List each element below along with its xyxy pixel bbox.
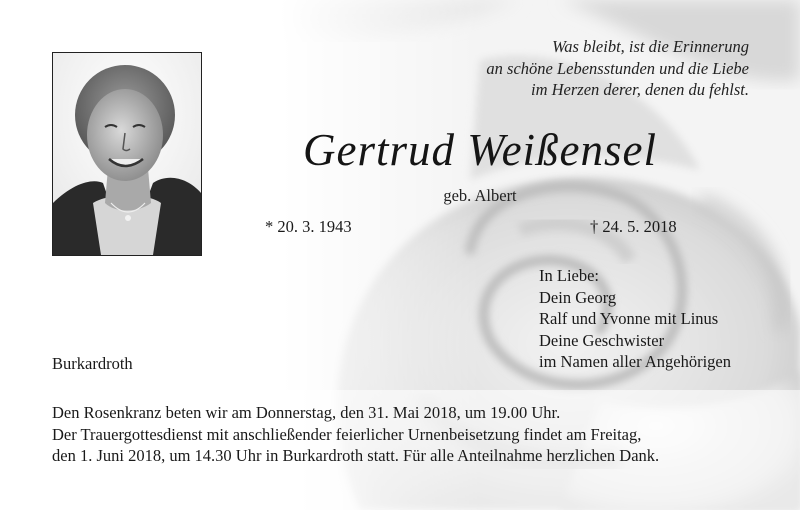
service-line: Der Trauergottesdienst mit anschließender feierlicher Urnenbeisetzung findet am Freitag, — [52, 424, 642, 444]
mourners-list — [539, 265, 731, 373]
memorial-quote — [389, 36, 749, 101]
mourners-line: Deine Geschwister — [539, 330, 665, 350]
service-information — [52, 402, 659, 467]
quote-line: im Herzen derer, denen du fehlst. — [531, 80, 749, 99]
death-date: † 24. 5. 2018 — [590, 217, 677, 236]
mourners-line: In Liebe: — [539, 266, 600, 285]
mourners-line: im Namen aller Angehörigen — [539, 352, 731, 371]
maiden-name: geb. Albert — [443, 186, 517, 205]
quote-line: Was bleibt, ist die Erinnerung — [552, 37, 749, 56]
place-name: Burkardroth — [52, 354, 133, 373]
service-line: den 1. Juni 2018, um 14.30 Uhr in Burkardroth statt. Für alle Anteilnahme herzlichen Dank. — [52, 446, 660, 465]
deceased-name: Gertrud Weißensel — [302, 125, 658, 175]
birth-date: * 20. 3. 1943 — [265, 217, 352, 236]
quote-line: an schöne Lebensstunden und die Liebe — [486, 58, 749, 78]
mourners-line: Ralf und Yvonne mit Linus — [539, 309, 719, 328]
portrait-image — [53, 53, 201, 255]
service-line: Den Rosenkranz beten wir am Donnerstag, den 31. Mai 2018, um 19.00 Uhr. — [52, 403, 561, 422]
mourners-line: Dein Georg — [539, 287, 617, 307]
